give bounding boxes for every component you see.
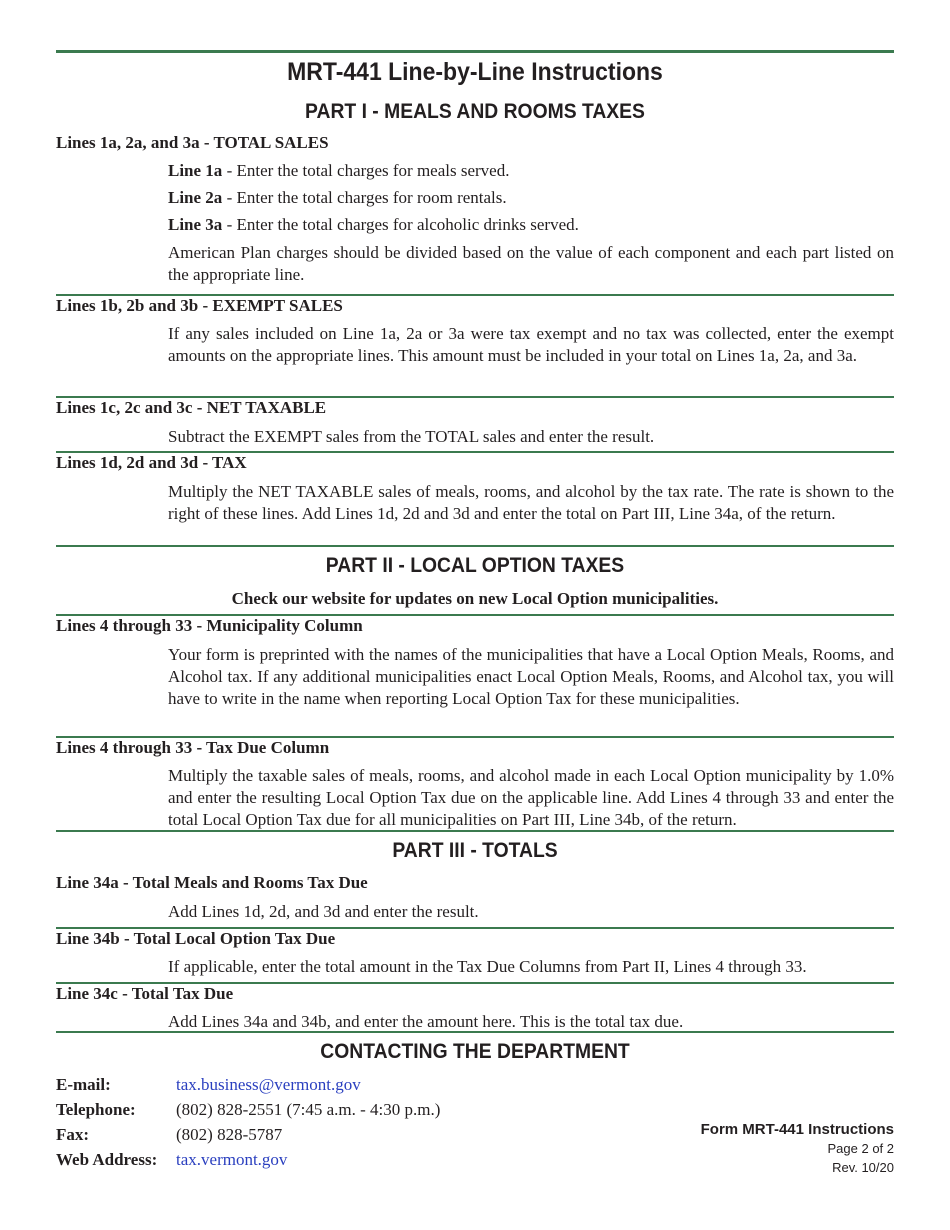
part1-s4-text: Multiply the NET TAXABLE sales of meals, rooms, and alcohol by the tax rate. The rate is shown to the right of these lines. Add Lines 1d, 2d and 3d and enter the total on Part III, Line 34a, of the return. — [168, 482, 894, 523]
contact-heading: CONTACTING THE DEPARTMENT — [320, 1040, 630, 1063]
part3-s3-heading: Line 34c - Total Tax Due — [56, 984, 234, 1003]
divider — [56, 545, 894, 547]
part1-s1-heading: Lines 1a, 2a, and 3a - TOTAL SALES — [56, 133, 329, 152]
part3-s1-heading: Line 34a - Total Meals and Rooms Tax Due — [56, 873, 368, 892]
part1-heading: PART I - MEALS AND ROOMS TAXES — [305, 100, 645, 123]
top-rule — [56, 50, 894, 53]
line2a-desc: - Enter the total charges for room rentals. — [222, 188, 507, 207]
divider — [56, 830, 894, 832]
line1a-desc: - Enter the total charges for meals served. — [222, 161, 510, 180]
line2a-label: Line 2a — [168, 188, 223, 207]
part3-heading: PART III - TOTALS — [392, 839, 558, 862]
fax-label: Fax: — [56, 1125, 90, 1144]
web-address-label: Web Address: — [56, 1150, 158, 1169]
american-plan-text: American Plan charges should be divided based on the value of each component and each part listed on the appropriate line. — [168, 243, 894, 284]
part1-s3-heading: Lines 1c, 2c and 3c - NET TAXABLE — [56, 398, 327, 417]
line3a-text — [168, 214, 894, 236]
line3a-label: Line 3a — [168, 215, 223, 234]
part2-s2-heading: Lines 4 through 33 - Tax Due Column — [56, 738, 330, 757]
line3a-desc: - Enter the total charges for alcoholic drinks served. — [222, 215, 579, 234]
divider — [56, 1031, 894, 1033]
web-address-link[interactable]: tax.vermont.gov — [176, 1150, 288, 1169]
website-note: Check our website for updates on new Local Option municipalities. — [231, 589, 719, 608]
line2a-text — [168, 187, 894, 209]
line1a-label: Line 1a — [168, 161, 223, 180]
telephone-label: Telephone: — [56, 1100, 136, 1119]
line1a-text — [168, 160, 894, 182]
part1-s2-text: If any sales included on Line 1a, 2a or 3a were tax exempt and no tax was collected, enter the exempt amounts on the appropriate lines. This amount must be included in your total on Lines 1a, 2a, and 3a. — [168, 324, 894, 365]
part3-s2-heading: Line 34b - Total Local Option Tax Due — [56, 929, 336, 948]
footer-form-name: Form MRT-441 Instructions — [700, 1121, 894, 1138]
email-link[interactable]: tax.business@vermont.gov — [176, 1075, 361, 1094]
part3-s1-text: Add Lines 1d, 2d, and 3d and enter the result. — [168, 902, 479, 921]
part1-s3-text: Subtract the EXEMPT sales from the TOTAL sales and enter the result. — [168, 427, 655, 446]
footer-revision: Rev. 10/20 — [832, 1160, 894, 1175]
part2-s1-heading: Lines 4 through 33 - Municipality Column — [56, 616, 363, 635]
part3-s2-text: If applicable, enter the total amount in the Tax Due Columns from Part II, Lines 4 through 33. — [168, 957, 807, 976]
part1-s2-heading: Lines 1b, 2b and 3b - EXEMPT SALES — [56, 296, 343, 315]
part2-heading: PART II - LOCAL OPTION TAXES — [325, 554, 625, 577]
part3-s3-text: Add Lines 34a and 34b, and enter the amount here. This is the total tax due. — [168, 1012, 684, 1031]
part2-s2-text: Multiply the taxable sales of meals, rooms, and alcohol made in each Local Option municipality by 1.0% and enter the resulting Local Option Tax due on the applicable line. Add Lines 4 through 33 and enter the total Local Option Tax due for all municipalities on Part III, Line 34b, of the return. — [168, 766, 894, 829]
email-label: E-mail: — [56, 1075, 111, 1094]
footer-page-number: Page 2 of 2 — [827, 1141, 894, 1156]
part2-s1-text: Your form is preprinted with the names of the municipalities that have a Local Option Meals, Rooms, and Alcohol tax. If any additional municipalities enact Local Option Meals, Rooms, and Alcohol tax, you will have to write in the name when reporting Local Option Tax for these municipalities. — [168, 645, 894, 708]
part1-s4-heading: Lines 1d, 2d and 3d - TAX — [56, 453, 247, 472]
telephone-value: (802) 828-2551 (7:45 a.m. - 4:30 p.m.) — [176, 1100, 441, 1119]
fax-value: (802) 828-5787 — [176, 1125, 283, 1144]
page-title: MRT-441 Line-by-Line Instructions — [287, 58, 663, 86]
